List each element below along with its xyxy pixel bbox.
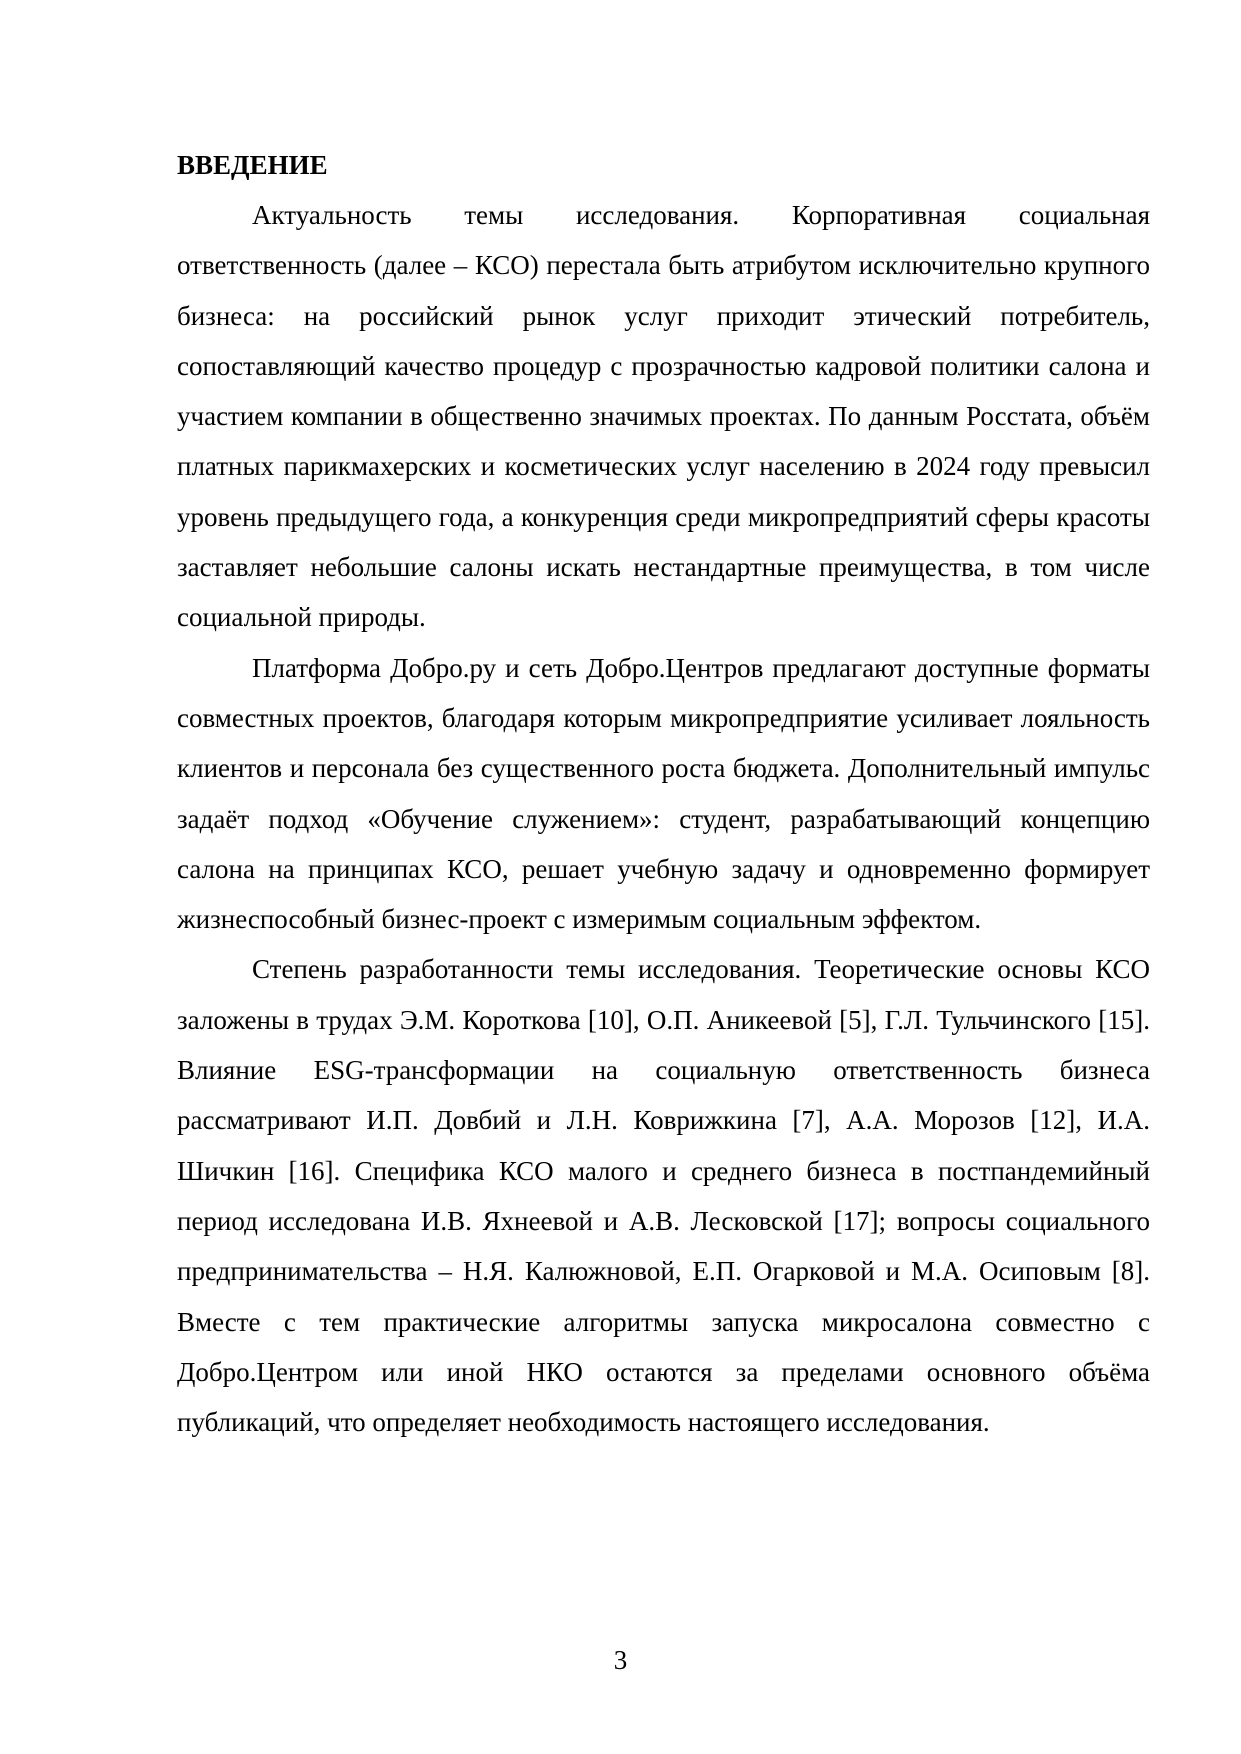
section-heading: ВВЕДЕНИЕ xyxy=(177,150,328,180)
paragraph-relevance: Актуальность темы исследования. Корпоративная социальная ответственность (далее – КСО) перестала быть атрибутом исключительно крупного бизнеса: на российский рынок услуг приходит этический потребитель, сопоставляющий качество процедур с прозрачностью кадровой политики салона и участием компании в общественно значимых проектах. По данным Росстата, объём платных парикмахерских и косметических услуг населению в 2024 году превысил уровень предыдущего года, а конкуренция среди микропредприятий сферы красоты заставляет небольшие салоны искать нестандартные преимущества, в том числе социальной природы. xyxy=(177,200,1150,633)
paragraph-platform: Платформа Добро.ру и сеть Добро.Центров предлагают доступные форматы совместных проектов, благодаря которым микропредприятие усиливает лояльность клиентов и персонала без существенного роста бюджета. Дополнительный импульс задаёт подход «Обучение служением»: студент, разрабатывающий концепцию салона на принципах КСО, решает учебную задачу и одновременно формирует жизнеспособный бизнес-проект с измеримым социальным эффектом. xyxy=(177,652,1150,935)
page-content xyxy=(177,140,1150,1447)
paragraph-research-degree: Степень разработанности темы исследования. Теоретические основы КСО заложены в трудах Э.М. Короткова [10], О.П. Аникеевой [5], Г.Л. Тульчинского [15]. Влияние ESG-трансформации на социальную ответственность бизнеса рассматривают И.П. Довбий и Л.Н. Коврижкина [7], А.А. Морозов [12], И.А. Шичкин [16]. Специфика КСО малого и среднего бизнеса в постпандемийный период исследована И.В. Яхнеевой и А.В. Лесковской [17]; вопросы социального предпринимательства – Н.Я. Калюжновой, Е.П. Огарковой и М.А. Осиповым [8]. Вместе с тем практические алгоритмы запуска микросалона совместно с Добро.Центром или иной НКО остаются за пределами основного объёма публикаций, что определяет необходимость настоящего исследования. xyxy=(177,954,1150,1438)
page-number: 3 xyxy=(613,1645,628,1675)
